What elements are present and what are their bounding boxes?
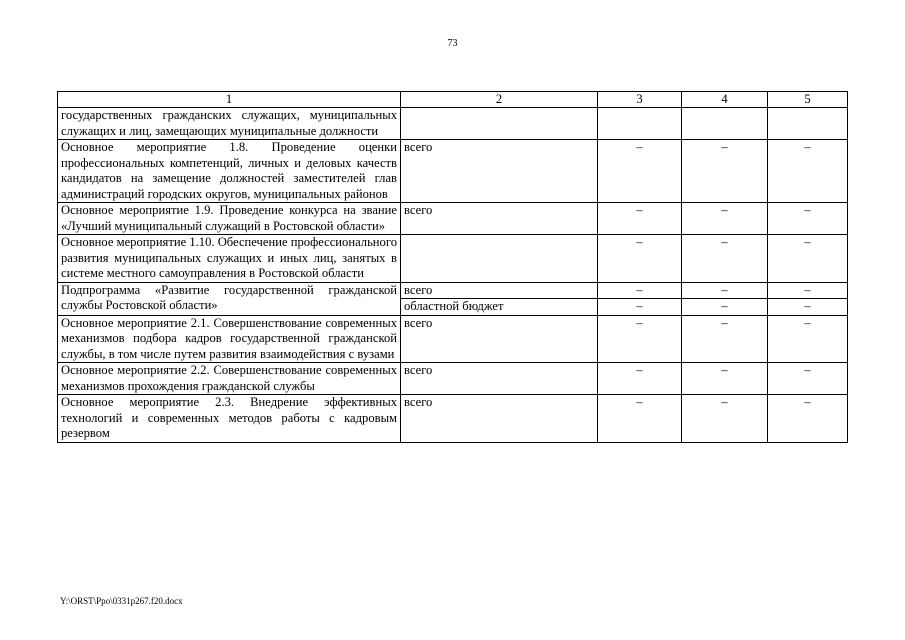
row-value-col5	[768, 108, 848, 140]
header-col-1: 1	[58, 92, 401, 108]
row-funding-source: всего	[401, 315, 598, 363]
row-value-col5: –	[768, 395, 848, 443]
row-value-col3: –	[598, 140, 682, 203]
row-value-col5: –	[768, 203, 848, 235]
row-value-col3	[598, 108, 682, 140]
row-value-col3: –	[598, 299, 682, 316]
row-value-col4: –	[682, 315, 768, 363]
row-value-col4: –	[682, 395, 768, 443]
row-value-col5: –	[768, 282, 848, 299]
header-col-5: 5	[768, 92, 848, 108]
header-row	[58, 92, 848, 108]
row-funding-source	[401, 235, 598, 283]
header-col-3: 3	[598, 92, 682, 108]
row-value-col4: –	[682, 203, 768, 235]
row-description: Основное мероприятие 2.1. Совершенствование современных механизмов подбора кадров государственной гражданской службы, в том числе путем развития взаимодействия с вузами	[58, 315, 401, 363]
row-value-col3: –	[598, 282, 682, 299]
row-value-col5: –	[768, 363, 848, 395]
row-value-col4: –	[682, 299, 768, 316]
header-col-2: 2	[401, 92, 598, 108]
row-funding-source	[401, 108, 598, 140]
header-col-4: 4	[682, 92, 768, 108]
row-value-col3: –	[598, 235, 682, 283]
row-value-col4: –	[682, 282, 768, 299]
row-description: Основное мероприятие 2.3. Внедрение эффективных технологий и современных методов работы с кадровым резервом	[58, 395, 401, 443]
row-value-col5: –	[768, 235, 848, 283]
row-description: Основное мероприятие 2.2. Совершенствование современных механизмов прохождения гражданской службы	[58, 363, 401, 395]
page-number: 73	[447, 38, 458, 49]
row-value-col5: –	[768, 315, 848, 363]
file-path-footer: Y:\ORST\Ppo\0331p267.f20.docx	[60, 596, 183, 606]
row-value-col3: –	[598, 203, 682, 235]
row-funding-source: всего	[401, 282, 598, 299]
row-funding-source: областной бюджет	[401, 299, 598, 316]
row-value-col4: –	[682, 140, 768, 203]
table-row	[58, 363, 848, 395]
table-row	[58, 140, 848, 203]
table-row	[58, 282, 848, 299]
table-row	[58, 108, 848, 140]
row-description: государственных гражданских служащих, муниципальных служащих и лиц, замещающих муниципальные должности	[58, 108, 401, 140]
row-funding-source: всего	[401, 363, 598, 395]
row-value-col4	[682, 108, 768, 140]
row-funding-source: всего	[401, 395, 598, 443]
row-value-col3: –	[598, 395, 682, 443]
row-value-col4: –	[682, 363, 768, 395]
row-description: Основное мероприятие 1.9. Проведение конкурса на звание «Лучший муниципальный служащий в Ростовской области»	[58, 203, 401, 235]
table-row	[58, 203, 848, 235]
table-row	[58, 235, 848, 283]
row-value-col4: –	[682, 235, 768, 283]
table-row	[58, 315, 848, 363]
program-table	[57, 91, 848, 443]
row-value-col5: –	[768, 140, 848, 203]
table-row	[58, 395, 848, 443]
row-funding-source: всего	[401, 140, 598, 203]
row-funding-source: всего	[401, 203, 598, 235]
row-value-col3: –	[598, 363, 682, 395]
row-description: Подпрограмма «Развитие государственной гражданской службы Ростовской области»	[58, 282, 401, 315]
row-value-col3: –	[598, 315, 682, 363]
row-description: Основное мероприятие 1.10. Обеспечение профессионального развития муниципальных служащих и иных лиц, занятых в системе местного самоуправления в Ростовской области	[58, 235, 401, 283]
row-value-col5: –	[768, 299, 848, 316]
row-description: Основное мероприятие 1.8. Проведение оценки профессиональных компетенций, личных и деловых качеств кандидатов на замещение должностей заместителей глав администраций городских округов, муниципальных районов	[58, 140, 401, 203]
